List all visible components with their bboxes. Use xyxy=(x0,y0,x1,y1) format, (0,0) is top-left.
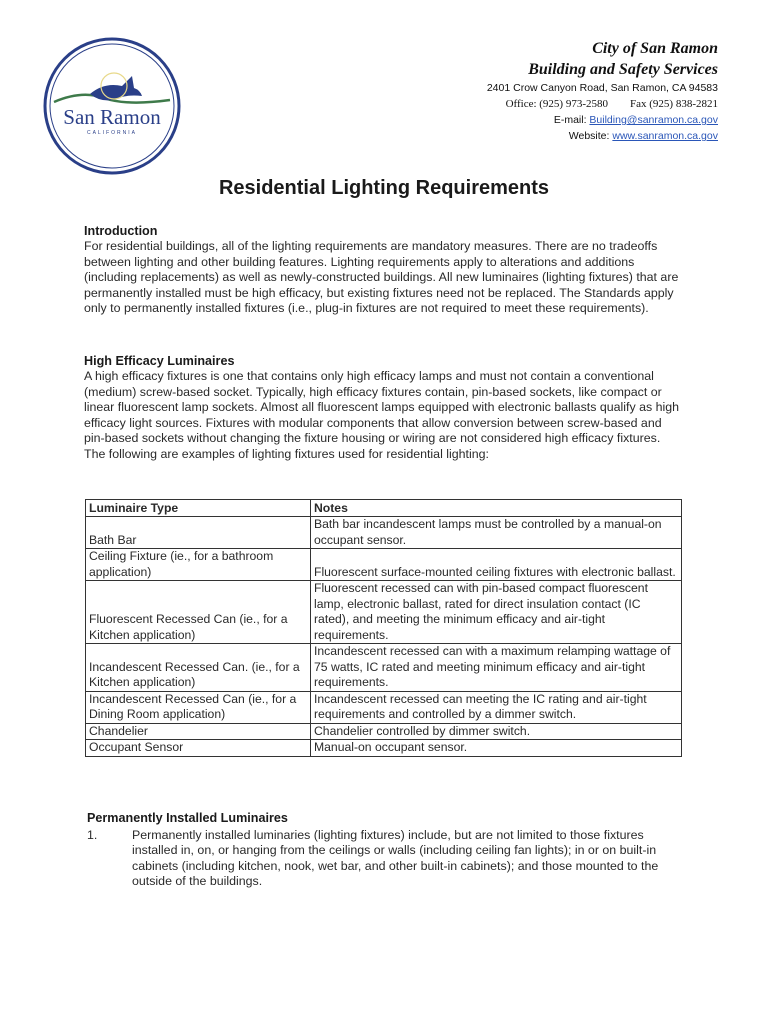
org-department: Building and Safety Services xyxy=(528,61,718,78)
luminaire-table xyxy=(85,499,682,757)
logo-subtext: CALIFORNIA xyxy=(86,130,137,136)
organization-header xyxy=(487,38,718,144)
org-website-label: Website: xyxy=(568,130,610,142)
org-office-phone: Office: (925) 973-2580 xyxy=(505,98,608,110)
table-cell-notes: Chandelier controlled by dimmer switch. xyxy=(311,723,682,740)
table-row xyxy=(86,740,682,757)
org-phone-line xyxy=(487,96,718,112)
table-cell-type: Chandelier xyxy=(86,723,311,740)
list-item xyxy=(87,828,667,890)
table-row xyxy=(86,549,682,581)
permanent-heading: Permanently Installed Luminaires xyxy=(87,811,288,825)
table-header-type: Luminaire Type xyxy=(86,500,311,517)
org-email-line xyxy=(487,112,718,128)
table-row xyxy=(86,644,682,692)
list-item-text: Permanently installed luminaries (lighting fixtures) include, but are not limited to those fixtures installed in, on, or hanging from the ceilings or walls (including ceiling fan lights); in or on built-in cabinets (including kitchen, nook, wet bar, and other built-in cabinets); and those mounted to the outside of the buildings. xyxy=(132,827,659,888)
org-fax: Fax (925) 838-2821 xyxy=(630,98,718,110)
org-name: City of San Ramon xyxy=(592,40,718,57)
org-email-link[interactable]: Building@sanramon.ca.gov xyxy=(589,114,718,126)
intro-body: For residential buildings, all of the lighting requirements are mandatory measures. There are no tradeoffs between lighting and other building features. Lighting requirements apply to alterations and additions (including replacements) as well as newly-constructed buildings. All new luminaires (lighting fixtures) that are permanently installed must be high efficacy, but existing fixtures need not be replaced. The Standards apply only to permanently installed fixtures (i.e., plug-in fixtures are not required to meet these requirements). xyxy=(84,239,679,315)
org-email-label: E-mail: xyxy=(553,114,587,126)
high-efficacy-heading: High Efficacy Luminaires xyxy=(84,354,235,368)
table-header-notes: Notes xyxy=(311,500,682,517)
table-cell-type: Fluorescent Recessed Can (ie., for a Kitchen application) xyxy=(86,581,311,644)
org-website-link[interactable]: www.sanramon.ca.gov xyxy=(612,130,718,142)
table-header-row xyxy=(86,500,682,517)
high-efficacy-body: A high efficacy fixtures is one that contains only high efficacy lamps and must not contain a conventional (medium) screw-based socket. Typically, high efficacy fixtures contain, pin-based sockets, like compact or linear fluorescent lamp sockets. Almost all fluorescent lamps equipped with electronic ballasts qualify as high efficacy light sources. Fixtures with modular components that allow conversion between screw-based and pin-based sockets without changing the fixture housing or wiring are not considered high efficacy fixtures. The following are examples of lighting fixtures used for residential lighting: xyxy=(84,369,680,461)
table-cell-type: Ceiling Fixture (ie., for a bathroom application) xyxy=(86,549,311,581)
logo-text: San Ramon xyxy=(63,105,161,129)
table-cell-notes: Incandescent recessed can meeting the IC rating and air-tight requirements and controlled by a dimmer switch. xyxy=(311,691,682,723)
high-efficacy-section xyxy=(84,353,684,462)
intro-heading: Introduction xyxy=(84,224,158,238)
intro-section xyxy=(84,223,684,317)
permanent-luminaires-section xyxy=(87,811,667,890)
list-item-number: 1. xyxy=(87,827,98,842)
table-row xyxy=(86,581,682,644)
table-cell-type: Occupant Sensor xyxy=(86,740,311,757)
table-row xyxy=(86,723,682,740)
table-cell-type: Bath Bar xyxy=(86,517,311,549)
logo-bird-icon xyxy=(90,76,142,100)
table-cell-notes: Fluorescent recessed can with pin-based compact fluorescent lamp, electronic ballast, rated for direct insulation contact (IC rated), and meeting the minimum efficacy and air-tight requirements. xyxy=(311,581,682,644)
table-cell-notes: Bath bar incandescent lamps must be controlled by a manual-on occupant sensor. xyxy=(311,517,682,549)
table-row xyxy=(86,517,682,549)
table-cell-notes: Manual-on occupant sensor. xyxy=(311,740,682,757)
table-cell-notes: Fluorescent surface-mounted ceiling fixtures with electronic ballast. xyxy=(311,549,682,581)
table-row xyxy=(86,691,682,723)
page-title: Residential Lighting Requirements xyxy=(218,177,550,199)
table-cell-type: Incandescent Recessed Can. (ie., for a Kitchen application) xyxy=(86,644,311,692)
table-cell-notes: Incandescent recessed can with a maximum relamping wattage of 75 watts, IC rated and meeting minimum efficacy and air-tight requirements. xyxy=(311,644,682,692)
org-website-line xyxy=(487,128,718,144)
org-address: 2401 Crow Canyon Road, San Ramon, CA 94583 xyxy=(486,82,718,94)
table-cell-type: Incandescent Recessed Can (ie., for a Dining Room application) xyxy=(86,691,311,723)
